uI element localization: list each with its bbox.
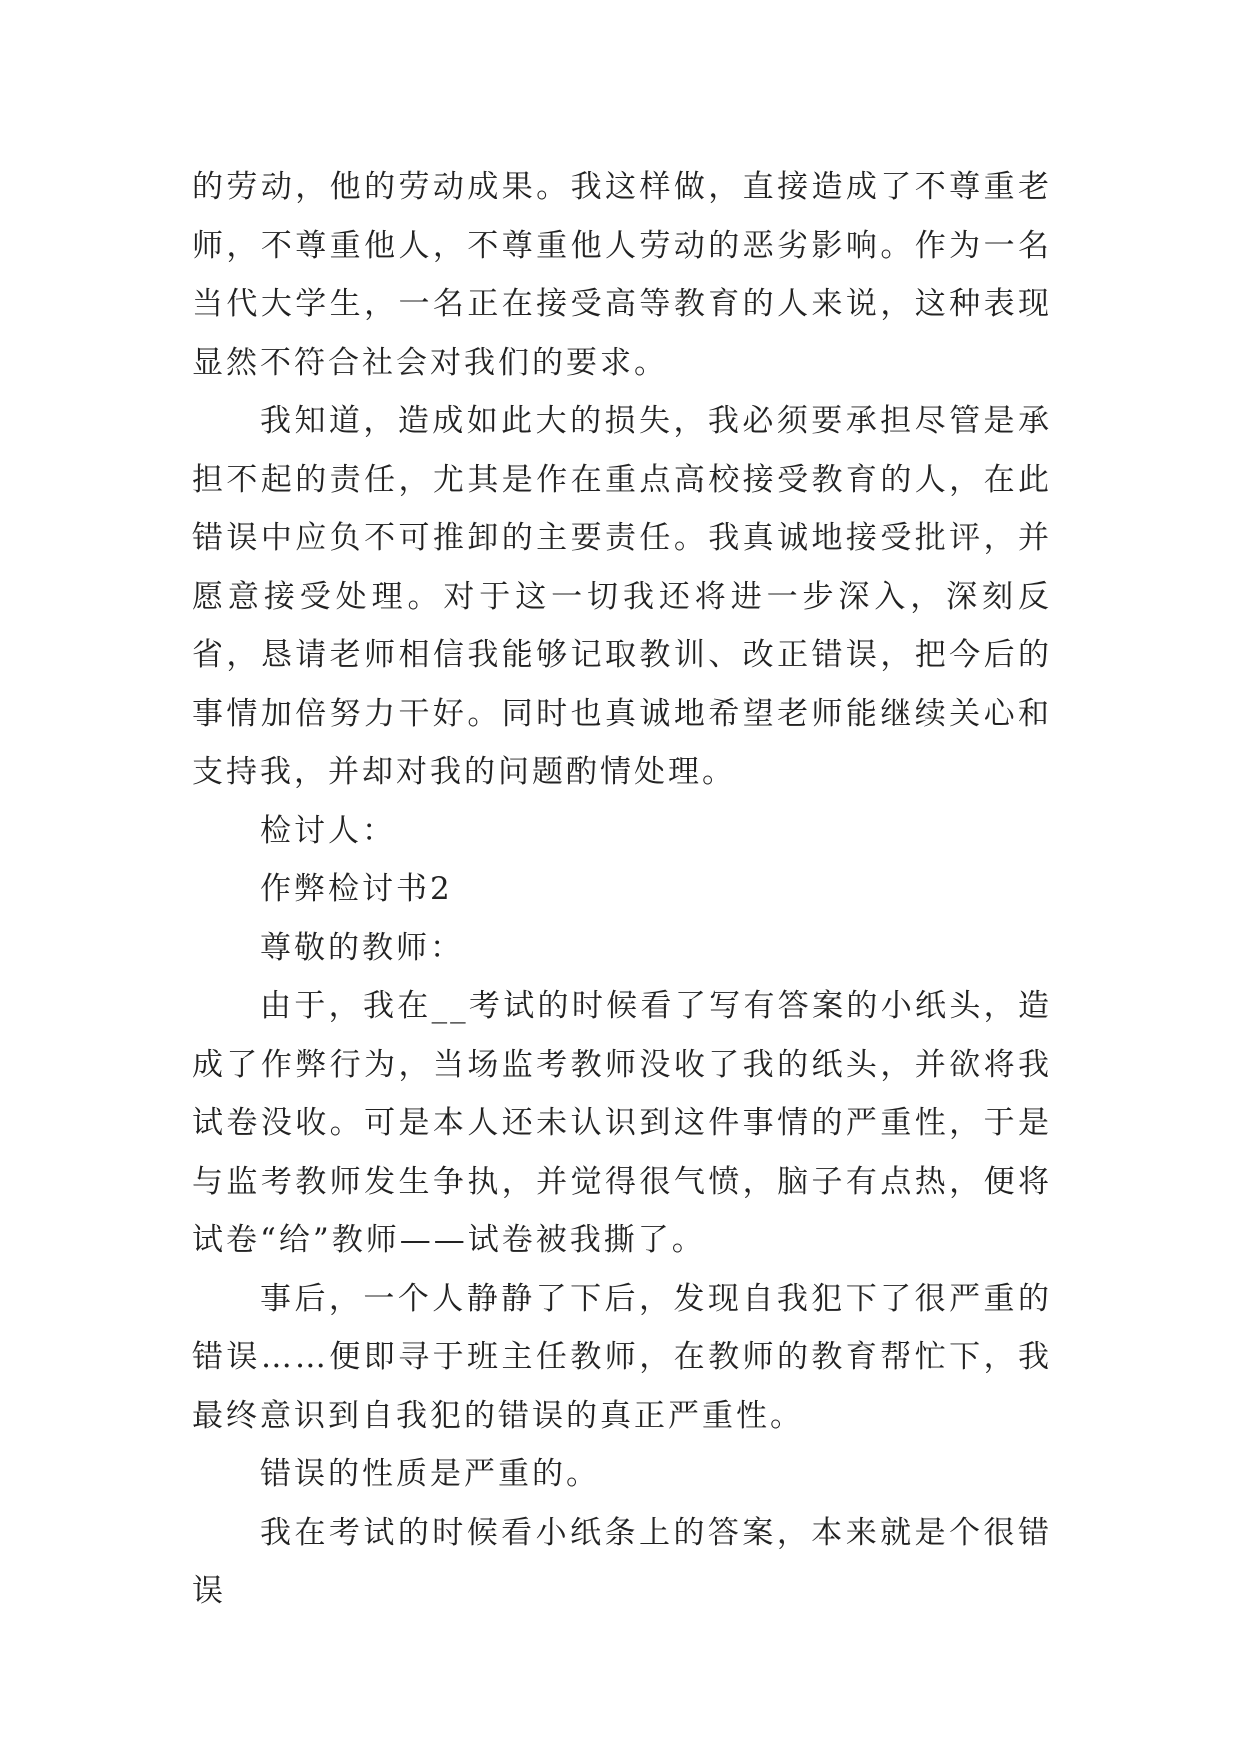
paragraph-6: 我在考试的时候看小纸条上的答案，本来就是个很错误 [192,1514,1052,1609]
paragraph-4: 事后，一个人静静了下后，发现自我犯下了很严重的错误……便即寻于班主任教师，在教师的教育帮忙下，我最终意识到自我犯的错误的真正严重性。 [192,1280,1052,1434]
paragraph-1: 的劳动，他的劳动成果。我这样做，直接造成了不尊重老师，不尊重他人，不尊重他人劳动的恶劣影响。作为一名当代大学生，一名正在接受高等教育的人来说，这种表现显然不符合社会对我们的要求。 [192,169,1052,381]
document-page [192,158,1052,1621]
section-title: 作弊检讨书2 [260,871,453,907]
salutation: 尊敬的教师： [260,929,464,966]
paragraph-5: 错误的性质是严重的。 [260,1456,600,1492]
paragraph-3: 由于，我在__考试的时候看了写有答案的小纸头，造成了作弊行为，当场监考教师没收了我的纸头，并欲将我试卷没收。可是本人还未认识到这件事情的严重性，于是与监考教师发生争执，并觉得很气愤，脑子有点热，便将试卷“给”教师——试卷被我撕了。 [192,988,1052,1258]
paragraph-2: 我知道，造成如此大的损失，我必须要承担尽管是承担不起的责任，尤其是作在重点高校接受教育的人，在此错误中应负不可推卸的主要责任。我真诚地接受批评，并愿意接受处理。对于这一切我还将进一步深入，深刻反省，恳请老师相信我能够记取教训、改正错误，把今后的事情加倍努力干好。同时也真诚地希望老师能继续关心和支持我，并却对我的问题酌情处理。 [192,403,1052,790]
signature-line: 检讨人： [260,812,396,849]
